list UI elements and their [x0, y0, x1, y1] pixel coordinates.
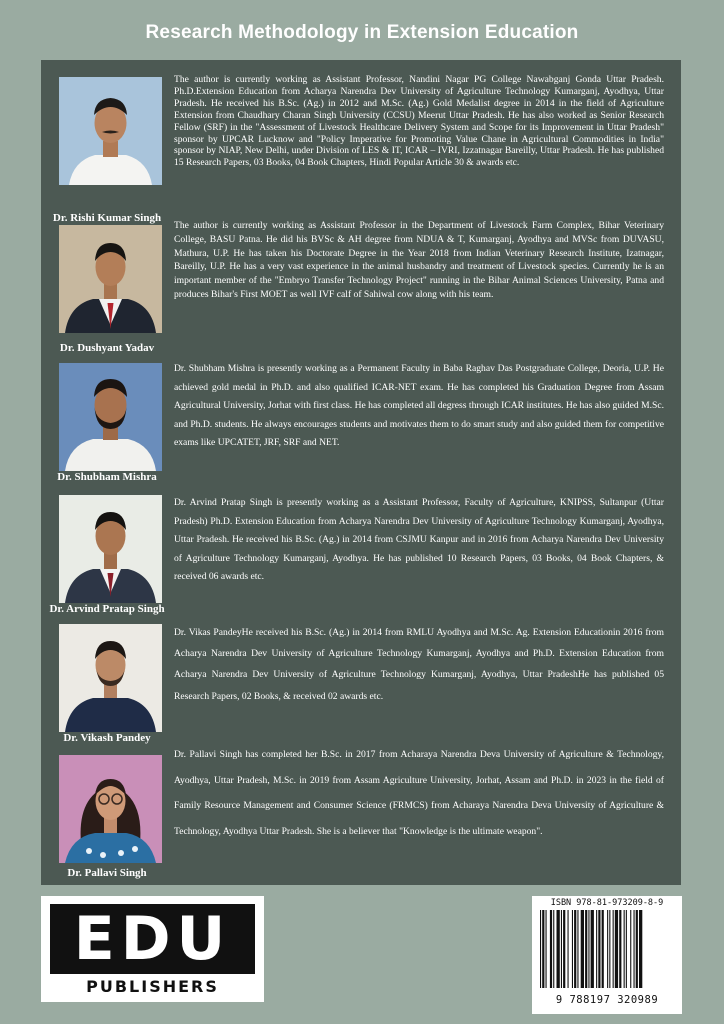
author-photo: [59, 755, 162, 863]
author-name: Dr. Dushyant Yadav: [59, 342, 155, 354]
barcode-bar: [581, 910, 584, 988]
author-photo: [59, 495, 162, 603]
book-title: Research Methodology in Extension Education: [145, 22, 579, 43]
barcode-bar: [540, 910, 541, 988]
author-entry: [41, 74, 681, 234]
barcode-bar: [613, 910, 614, 988]
barcode-bar: [609, 910, 610, 988]
author-name: Dr. Shubham Mishra: [57, 471, 157, 483]
barcode-bar: [561, 910, 562, 988]
publisher-logo: [41, 896, 264, 1002]
author-photo: [59, 225, 162, 333]
barcode-bar: [572, 910, 573, 988]
barcode-bar: [550, 910, 552, 988]
author-entry: [41, 358, 681, 493]
isbn-barcode: [532, 896, 682, 1014]
author-photo: [59, 77, 162, 185]
author-bio: Dr. Shubham Mishra is presently working as a Permanent Faculty in Baba Raghav Das Postgraduate College, Deoria, U.P. He achieved gold medal in Ph.D. and also qualified ICAR-NET exam. He has completed his Graduation Degree from Assam Agricultural University, Jorhat with first class. He has completed all degress through ICAR institutes. He has also guided M.Sc. and Ph.D. students. He always encourages students and motivates them to do smart study and also guided them for competitive exams like UPCATET, JRF, SRF and NET.: [174, 363, 664, 448]
barcode-bar: [568, 910, 569, 988]
barcode-bar: [588, 910, 589, 988]
logo-main-text: EDU: [73, 904, 232, 974]
barcode-bar: [630, 910, 631, 988]
author-bio: Dr. Pallavi Singh has completed her B.Sc. in 2017 from Acharaya Narendra Deva University of Agriculture & Technology, Ayodhya, Uttar Pradesh, M.Sc. in 2019 from Assam Agriculture University, Jorhat, Assam and Ph.D. in 2023 in the field of Family Resource Management and Consumer Science (FRMCS) from Acharaya Narendra Deva University of Agriculture & Technology, Ayodhya Uttar Pradesh. She is a believer that "Knowledge is the ultimate weapon".: [174, 749, 664, 837]
barcode-bar: [577, 910, 578, 988]
barcode-bar: [626, 910, 627, 988]
barcode-bar: [596, 910, 597, 988]
isbn-label: ISBN 978-81-973209-8-9: [550, 898, 664, 908]
isbn-number: 9 788197 320989: [555, 994, 659, 1006]
logo-sub-text: PUBLISHERS: [86, 977, 219, 996]
barcode-bar: [607, 910, 608, 988]
author-entry: [41, 620, 681, 750]
author-bio: Dr. Arvind Pratap Singh is presently working as a Assistant Professor, Faculty of Agriculture, KNIPSS, Sultanpur (Uttar Pradesh) Ph.D. Extension Education from Acharya Narendra Dev University of Agriculture Technology Kumarganj, Ayodhya, Uttar Pradesh. He received his B.Sc. (Ag.) in 2014 from CSJMU Kanpur and in 2016 from Acharya Narendra Dev University of Agriculture Technology Kumarganj, Ayodhya. He has published 10 Research Papers, 03 Books, 04 Book Chapters, & received 06 awards etc.: [174, 497, 664, 582]
barcode-bar: [542, 910, 544, 988]
author-photo: [59, 624, 162, 732]
author-bio: The author is currently working as Assistant Professor in the Department of Livestock Farm Complex, Bihar Veterinary College, BASU Patna. He did his BVSc & AH degree from NDUA & T, Kumarganj, Ayodhya and MVSc from DUVASU, Mathura, U.P. He has taken his Doctorate Degree in the Year 2018 from Indian Veterinary Research Institute, Izatnagar, Bareilly, U.P. He has a very vast experience in the animal husbandry and treatment of Livestock species. Currently he is an important member of the "Embryo Transfer Technology Project" running in the Bihar Animal Sciences University, Patna and produces Bihar's First MOET as well IVF calf of Sahiwal cow along with his team.: [174, 220, 664, 300]
author-entry: [41, 492, 681, 622]
barcode-bar: [563, 910, 565, 988]
author-entry: [41, 219, 681, 359]
barcode-bar: [634, 910, 635, 988]
barcode-bar: [574, 910, 576, 988]
barcode-bar: [624, 910, 625, 988]
barcode-bar: [639, 910, 642, 988]
author-name: Dr. Vikash Pandey: [63, 732, 151, 744]
author-entry: [41, 742, 681, 884]
barcode-bars: [540, 910, 674, 988]
author-bio: Dr. Vikas PandeyHe received his B.Sc. (Ag.) in 2014 from RMLU Ayodhya and M.Sc. Ag. Extension Educationin 2016 from Acharya Narendra Dev University of Agriculture Technology Kumarganj, Ayodhya and Ph.D. Extension Education from Acharya Narendra Dev University of Agriculture Technology Kumarganj, Ayodhya, Uttar PradeshHe has published 05 Research Papers, 02 Books, & received 02 awards etc.: [174, 627, 664, 702]
author-bio: The author is currently working as Assistant Professor, Nandini Nagar PG College Nawabganj Gonda Uttar Pradesh. Ph.D.Extension Education from Acharya Narendra Dev University of Agriculture Technology Kumarganj, Ayodhya, Uttar Pradesh. He received his B.Sc. (Ag.) in 2012 and M.Sc. (Ag.) Gold Medalist degree in 2014 in the field of Agriculture Extension from Chaudhary Charan Singh University (CCSU) Meerut Uttar Pradesh. He has also worked as Senior Research Fellow (SRF) in the "Assessment of Livestock Healthcare Delivery System and Scope for its Improvement in Uttar Pradesh" sponsor by UPCAR Lucknow and "Policy Imperative for Promoting Value Chane in Agricultural Commodities in India" sponsor by NIAP, New Delhi, under Division of LES & IT, ICAR – IVRI, Izzatnagar Bareilly, Uttar Pradesh. He has published 15 Research Papers, 03 Books, 04 Book Chapters, Hindi Popular Article 30 & awards etc.: [174, 74, 664, 169]
barcode-bar: [615, 910, 618, 988]
barcode-bar: [557, 910, 560, 988]
barcode-bar: [619, 910, 621, 988]
barcode-bar: [598, 910, 600, 988]
barcode-bar: [553, 910, 554, 988]
author-photo: [59, 363, 162, 471]
barcode-bar: [546, 910, 547, 988]
author-name: Dr. Rishi Kumar Singh: [52, 212, 162, 224]
barcode-bar: [585, 910, 587, 988]
author-name: Dr. Arvind Pratap Singh: [49, 603, 165, 615]
author-panel: [41, 60, 681, 885]
author-name: Dr. Pallavi Singh: [67, 867, 147, 879]
barcode-bar: [591, 910, 594, 988]
barcode-bar: [602, 910, 604, 988]
barcode-bar: [636, 910, 638, 988]
